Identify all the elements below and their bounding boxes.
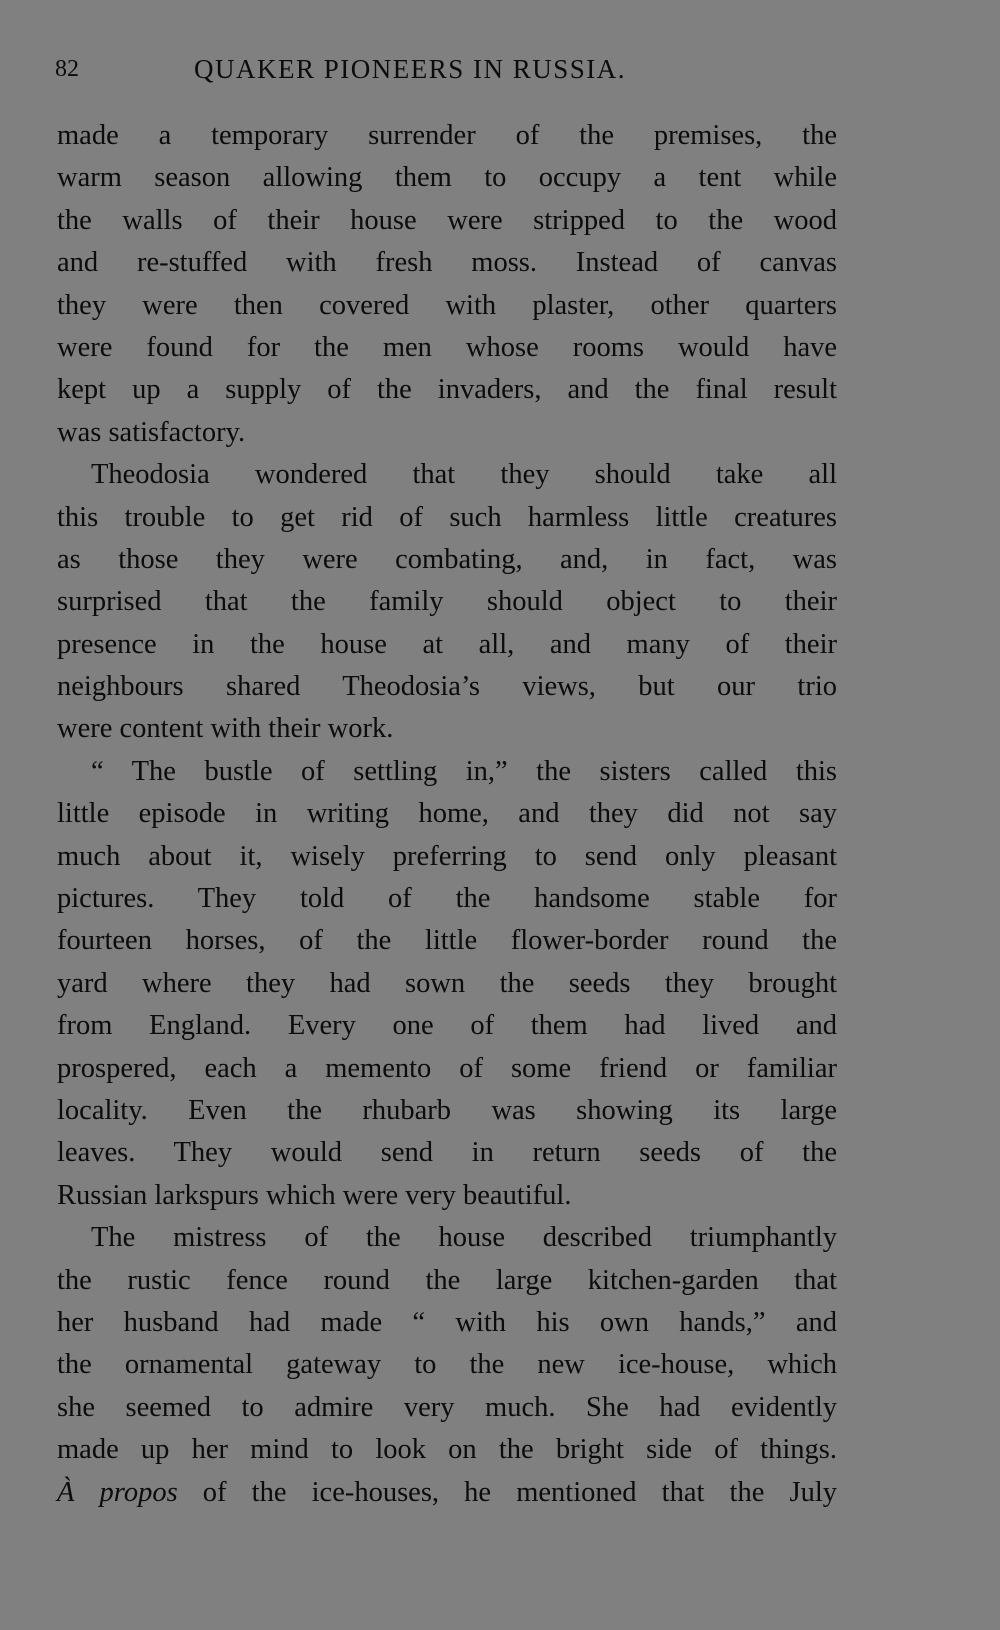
text-line: kept up a supply of the invaders, and the final result xyxy=(57,374,837,406)
text-line: Theodosia wondered that they should take all xyxy=(91,459,837,491)
text-line: neighbours shared Theodosia’s views, but our trio xyxy=(57,671,837,703)
text-line: leaves. They would send in return seeds of the xyxy=(57,1137,837,1169)
text-line: as those they were combating, and, in fact, was xyxy=(57,543,837,575)
text-line: warm season allowing them to occupy a tent while xyxy=(57,162,837,194)
text-line: they were then covered with plaster, other quarters xyxy=(57,289,837,321)
text-line: yard where they had sown the seeds they brought xyxy=(57,967,837,999)
text-line: she seemed to admire very much. She had evidently xyxy=(57,1391,837,1423)
body-text xyxy=(57,115,837,1514)
text-line: made up her mind to look on the bright side of things. xyxy=(57,1434,837,1466)
text-line: little episode in writing home, and they did not say xyxy=(57,798,837,830)
text-line: presence in the house at all, and many of their xyxy=(57,628,837,660)
text-line: were found for the men whose rooms would have xyxy=(57,331,837,363)
text-line: from England. Every one of them had lived and xyxy=(57,1010,837,1042)
text-line: prospered, each a memento of some friend or familiar xyxy=(57,1052,837,1084)
text-line: “ The bustle of settling in,” the sisters called this xyxy=(91,755,837,787)
text-line: much about it, wisely preferring to send only pleasant xyxy=(57,840,837,872)
text-line: were content with their work. xyxy=(57,713,394,745)
text-line: her husband had made “ with his own hands,” and xyxy=(57,1306,837,1338)
text-line: Russian larkspurs which were very beautiful. xyxy=(57,1179,572,1211)
text-line: was satisfactory. xyxy=(57,416,246,448)
text-line: pictures. They told of the handsome stable for xyxy=(57,883,837,915)
text-line: made a temporary surrender of the premises, the xyxy=(57,120,837,151)
text-line: the walls of their house were stripped to the wood xyxy=(57,204,837,236)
text-line: fourteen horses, of the little flower-border round the xyxy=(57,925,837,957)
text-line: The mistress of the house described triumphantly xyxy=(91,1222,837,1254)
text-line: this trouble to get rid of such harmless little creatures xyxy=(57,501,837,533)
text-line: surprised that the family should object to their xyxy=(57,586,837,618)
page-header xyxy=(55,52,855,92)
text-line: the rustic fence round the large kitchen-garden that xyxy=(57,1264,837,1296)
page-number: 82 xyxy=(55,56,79,82)
text-line: locality. Even the rhubarb was showing its large xyxy=(57,1094,837,1126)
text-line: the ornamental gateway to the new ice-house, which xyxy=(57,1349,837,1381)
running-title: QUAKER PIONEERS IN RUSSIA. xyxy=(194,54,627,84)
italic-phrase: À propos xyxy=(57,1476,178,1508)
text-line: and re-stuffed with fresh moss. Instead of canvas xyxy=(57,247,837,279)
text-line: À propos of the ice-houses, he mentioned that the July xyxy=(57,1476,837,1508)
